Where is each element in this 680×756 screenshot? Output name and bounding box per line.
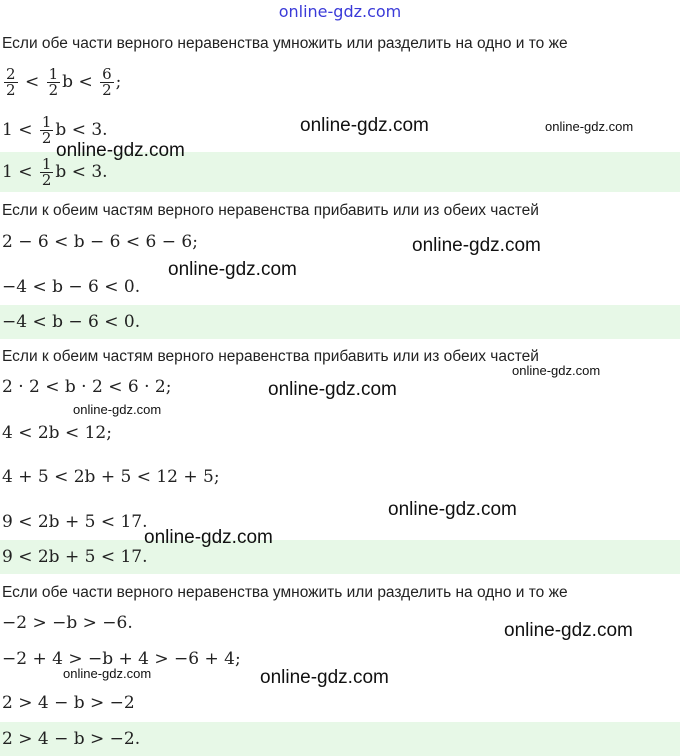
explanation-text-2: Если к обеим частям верного неравенства прибавить или из обеих частей — [2, 202, 539, 219]
math-line-12: −2 > −b > −6. — [2, 613, 133, 633]
watermark: online-gdz.com — [504, 620, 633, 641]
fraction: $\frac{2}{2}$ — [6, 65, 16, 99]
math-line-5: −4 < b − 6 < 0. — [2, 277, 141, 297]
fraction: $\frac{1}{2}$ — [48, 65, 59, 99]
math-line-9: 4 + 5 < 2b + 5 < 12 + 5; — [2, 467, 220, 487]
watermark: online-gdz.com — [63, 666, 152, 681]
site-header — [0, 0, 680, 30]
math-line-8: 4 < 2b < 12; — [2, 423, 112, 443]
watermark: online-gdz.com — [300, 115, 429, 136]
math-line-7: 2 · 2 < b · 2 < 6 · 2; — [2, 377, 172, 397]
watermark: online-gdz.com — [268, 379, 397, 400]
math-line-14: 2 > 4 − b > −2 — [2, 693, 135, 713]
watermark: online-gdz.com — [168, 259, 297, 280]
fraction: $\frac{6}{2}$ — [102, 65, 112, 99]
watermark: online-gdz.com — [260, 667, 389, 688]
watermark: online-gdz.com — [545, 119, 634, 134]
math-line-2: 1 < $\frac{1}{2}$ b < 3. — [2, 113, 108, 147]
math-line-1: $\frac{2}{2}$ < $\frac{1}{2}$ b < $\frac{6}{2}$ ; — [6, 65, 122, 99]
watermark: online-gdz.com — [512, 363, 601, 378]
watermark: online-gdz.com — [388, 499, 517, 520]
answer-line-3: 9 < 2b + 5 < 17. — [0, 540, 680, 574]
explanation-text-4: Если обе части верного неравенства умножить или разделить на одно и то же — [2, 584, 568, 601]
watermark: online-gdz.com — [412, 235, 541, 256]
site-link[interactable]: online-gdz.com — [278, 2, 402, 21]
answer-line-1: 1 < $\frac{1}{2}$ b < 3. — [0, 152, 680, 192]
answer-line-2: −4 < b − 6 < 0. — [0, 305, 680, 339]
math-line-4: 2 − 6 < b − 6 < 6 − 6; — [2, 232, 198, 252]
explanation-text-3: Если к обеим частям верного неравенства прибавить или из обеих частей — [2, 348, 539, 365]
fraction: $\frac{1}{2}$ — [41, 155, 52, 189]
watermark: online-gdz.com — [73, 402, 162, 417]
watermark: online-gdz.com — [144, 527, 273, 548]
answer-line-4: 2 > 4 − b > −2. — [0, 722, 680, 756]
fraction: $\frac{1}{2}$ — [41, 113, 52, 147]
math-line-10: 9 < 2b + 5 < 17. — [2, 512, 148, 532]
explanation-text-1: Если обе части верного неравенства умножить или разделить на одно и то же — [2, 35, 568, 52]
watermark: online-gdz.com — [56, 140, 185, 161]
math-line-13: −2 + 4 > −b + 4 > −6 + 4; — [2, 649, 241, 669]
